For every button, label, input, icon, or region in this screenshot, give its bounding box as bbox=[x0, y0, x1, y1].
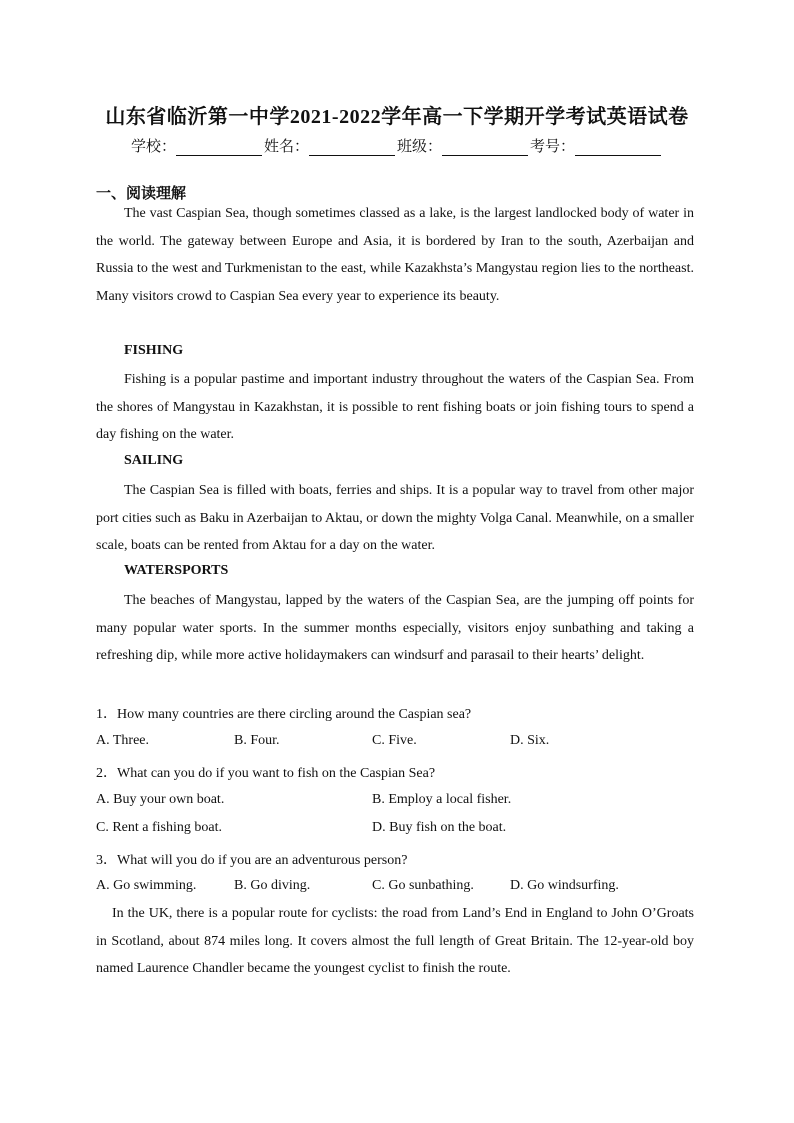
class-label: 班级： bbox=[397, 139, 443, 155]
school-blank[interactable] bbox=[176, 141, 262, 156]
question-1-stem: 1．How many countries are there circling around the Caspian sea? bbox=[96, 707, 472, 722]
q2-option-d[interactable]: D. Buy fish on the boat. bbox=[372, 820, 507, 835]
q3-option-a[interactable]: A. Go swimming. bbox=[96, 878, 197, 893]
question-2-stem: 2．What can you do if you want to fish on the Caspian Sea? bbox=[96, 766, 436, 781]
class-blank[interactable] bbox=[442, 141, 528, 156]
q2-option-c[interactable]: C. Rent a fishing boat. bbox=[96, 820, 222, 835]
q3-option-b[interactable]: B. Go diving. bbox=[234, 878, 311, 893]
passage-a-watersports: The beaches of Mangystau, lapped by the waters of the Caspian Sea, are the jumping off points for many popular water sports. In the summer months especially, visitors enjoy sunbathing and taking a refreshing dip, while more active holidaymakers can windsurf and parasail to their hearts’ delight. bbox=[96, 593, 694, 664]
q1-option-c[interactable]: C. Five. bbox=[372, 733, 417, 748]
number-blank[interactable] bbox=[575, 141, 661, 156]
school-label: 学校： bbox=[130, 139, 176, 155]
heading-watersports: WATERSPORTS bbox=[124, 563, 229, 578]
passage-a-fishing: Fishing is a popular pastime and important industry throughout the waters of the Caspian Sea. From the shores of Mangystau in Kazakhstan, it is possible to rent fishing boats or join fishing tours to spend a day fishing on the water. bbox=[96, 372, 694, 443]
passage-a-sailing: The Caspian Sea is filled with boats, ferries and ships. It is a popular way to travel from other major port cities such as Baku in Azerbaijan to Aktau, or down the mighty Volga Canal. Meanwhile, on a smaller scale, boats can be rented from Aktau for a day on the water. bbox=[96, 483, 694, 554]
section-title: 一、阅读理解 bbox=[96, 186, 187, 202]
q2-option-a[interactable]: A. Buy your own boat. bbox=[96, 792, 225, 807]
q1-option-a[interactable]: A. Three. bbox=[96, 733, 149, 748]
number-label: 考号： bbox=[530, 139, 576, 155]
q2-option-b[interactable]: B. Employ a local fisher. bbox=[372, 792, 512, 807]
page-title: 山东省临沂第一中学2021-2022学年高一下学期开学考试英语试卷 bbox=[105, 106, 689, 128]
passage-a-intro: The vast Caspian Sea, though sometimes classed as a lake, is the largest landlocked body of water in the world. The gateway between Europe and Asia, it is bordered by Iran to the south, Azerbaijan and Russia to the west and Turkmenistan to the east, while Kazakhsta’s Mangystau region lies to the northeast. Many visitors crowd to Caspian Sea every year to experience its beauty. bbox=[96, 206, 694, 304]
passage-b-text: In the UK, there is a popular route for cyclists: the road from Land’s End in England to John O’Groats in Scotland, about 874 miles long. It covers almost the full length of Great Britain. The 12-year-old boy named Laurence Chandler became the youngest cyclist to finish the route. bbox=[96, 906, 694, 977]
q1-option-b[interactable]: B. Four. bbox=[234, 733, 280, 748]
heading-fishing: FISHING bbox=[124, 343, 184, 358]
q3-option-c[interactable]: C. Go sunbathing. bbox=[372, 878, 474, 893]
name-blank[interactable] bbox=[309, 141, 395, 156]
heading-sailing: SAILING bbox=[124, 453, 184, 468]
name-label: 姓名： bbox=[263, 139, 309, 155]
q3-option-d[interactable]: D. Go windsurfing. bbox=[510, 878, 619, 893]
student-info-line bbox=[0, 135, 794, 156]
question-3-stem: 3．What will you do if you are an adventurous person? bbox=[96, 853, 408, 868]
q1-option-d[interactable]: D. Six. bbox=[510, 733, 550, 748]
